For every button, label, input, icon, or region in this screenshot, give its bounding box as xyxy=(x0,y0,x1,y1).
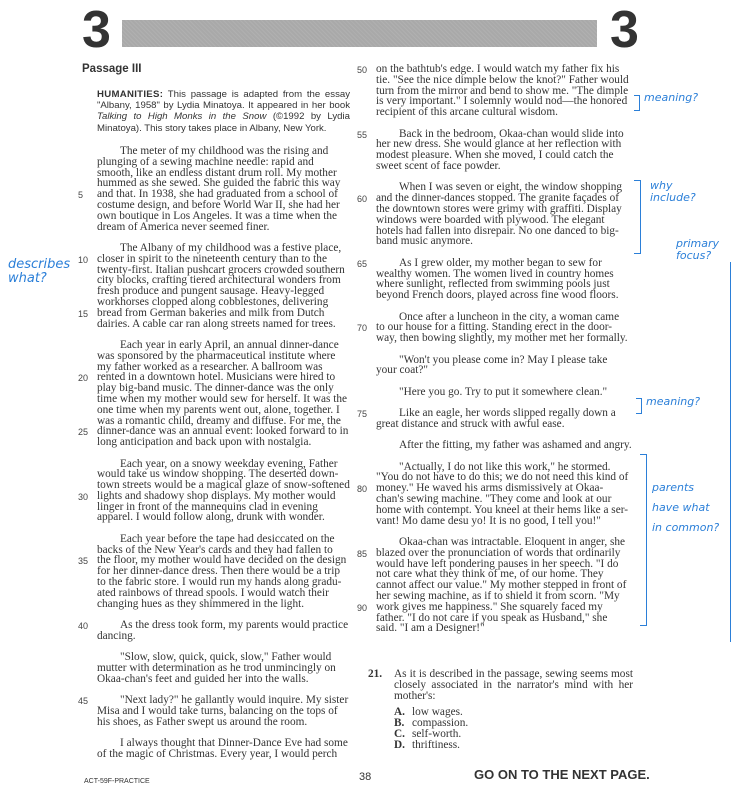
answer-option-a[interactable]: A. low wages. xyxy=(394,706,463,719)
answer-option-c[interactable]: C. self-worth. xyxy=(394,727,462,740)
passage-left-column xyxy=(78,145,350,770)
passage-line: recipient of this arcane cultural wisdom. xyxy=(376,106,558,119)
line-number: 15 xyxy=(78,308,89,319)
passage-line: wealthy women. The women lived in country homes xyxy=(376,267,614,280)
passage-line: her sewing machine, as if to shield it from scorn. "My xyxy=(376,590,620,603)
passage-line: costume design, and before World War II, she had her xyxy=(97,198,340,211)
passage-line: changing hues as they shimmered in the light. xyxy=(97,597,305,610)
handwritten-note-meaning-1: meaning? xyxy=(644,91,699,104)
paragraph xyxy=(78,145,350,233)
passage-line: work gives me happiness." She squarely faced my 90 xyxy=(357,600,603,613)
line-number: 45 xyxy=(78,696,89,707)
passage-line: Each year in early April, an annual dinner-dance xyxy=(120,338,339,351)
line-number: 65 xyxy=(357,258,368,269)
passage-line: the floor, my mother would have decided on the design 35 xyxy=(78,554,347,567)
passage-line: "Actually, I do not like this work," he stormed. xyxy=(399,460,611,473)
paragraph xyxy=(78,338,350,449)
passage-line: bread from German bakeries and milk from Dutch 15 xyxy=(78,306,325,319)
paragraph xyxy=(357,127,633,172)
line-number: 60 xyxy=(357,194,368,205)
handwritten-note-parents: parents have what in common? xyxy=(652,481,720,534)
line-number: 50 xyxy=(357,65,368,75)
passage-line: turn from the mirror and bend to show me. "The dimple xyxy=(376,84,629,97)
passage-line: windows were boarded with plywood. The elegant xyxy=(376,213,605,226)
passage-line: Misa and I would take turns, balancing on the tops of xyxy=(97,705,338,718)
passage-line: time when my mother would sew for herself. It was the xyxy=(97,392,348,405)
passage-line: Back in the bedroom, Okaa-chan would slide into 55 xyxy=(357,127,624,140)
section-number-left: 3 xyxy=(82,1,111,59)
paragraph xyxy=(78,241,350,330)
handwritten-note-why-include: why include? xyxy=(650,179,696,204)
question-21 xyxy=(368,668,633,751)
bracket-meaning-2 xyxy=(636,398,642,414)
passage-line: Once after a luncheon in the city, a woman came xyxy=(399,310,620,323)
passage-line: cannot affect our value." My mother stepped in front of xyxy=(376,579,627,592)
passage-right-column xyxy=(357,63,633,645)
passage-line: home with contempt. You kneel at their hems like a ser- xyxy=(376,503,629,516)
passage-line: where sunlight, reflected from swimming pools just xyxy=(376,278,610,291)
passage-line: I always thought that Dinner-Dance Eve had some xyxy=(120,737,348,750)
passage-line: for her dinner-dance dress. Then there would be a trip xyxy=(97,565,340,578)
line-number: 75 xyxy=(357,409,368,420)
line-number: 90 xyxy=(357,602,368,613)
paragraph xyxy=(78,532,350,610)
intro-text-2: (©1992 by Lydia Minatoya). This story takes place in Albany, New York. xyxy=(97,111,350,134)
passage-line: my father worked as a researcher. A ballroom was xyxy=(97,360,323,373)
passage-line: sweet scent of face powder. xyxy=(376,159,501,172)
passage-line: workhorses clopped along cobblestones, delivering xyxy=(97,295,329,308)
passage-line: The meter of my childhood was the rising and xyxy=(120,145,329,157)
passage-line: of the magic of Christmas. Every year, I would perch xyxy=(97,748,338,760)
next-page-notice: GO ON TO THE NEXT PAGE. xyxy=(474,767,650,782)
paragraph xyxy=(357,181,633,248)
passage-line: money." He waved his arms dismissively at Okaa- 80 xyxy=(357,482,604,495)
line-number: 55 xyxy=(357,129,368,140)
passage-line: not care what they think of me, of our home. They xyxy=(376,568,604,581)
passage-line: The Albany of my childhood was a festive place, xyxy=(120,241,342,254)
form-code: ACT-59F-PRACTICE xyxy=(84,778,150,785)
passage-title: Passage III xyxy=(82,63,142,75)
passage-line: dairies. A cable car ran along streets named for trees. xyxy=(97,317,336,330)
passage-line: dancing. xyxy=(97,629,136,642)
passage-line: "Next lady?" he gallantly would inquire. My sister 45 xyxy=(78,694,349,707)
passage-line: As the dress took form, my parents would practice 40 xyxy=(78,619,349,632)
passage-line: "You do not have to do this; we do not need this kind of xyxy=(376,471,629,484)
line-number: 10 xyxy=(78,254,89,265)
passage-line: Like an eagle, her words slipped regally down a 75 xyxy=(357,407,616,420)
passage-line: mutter with determination as he trod unmincingly on xyxy=(97,662,336,675)
line-number: 20 xyxy=(78,373,89,384)
line-number: 25 xyxy=(78,427,89,438)
bracket-why-include xyxy=(634,180,641,254)
passage-line: dinner-dance was an annual event: looked forward to in 25 xyxy=(78,425,349,438)
passage-line: closer in spirit to the nineteenth century than to the 10 xyxy=(78,252,327,265)
passage-line: Okaa-chan's feet and guided her into the walls. xyxy=(97,672,309,685)
paragraph xyxy=(357,256,633,302)
handwritten-note-describes-what: describes what? xyxy=(8,257,71,286)
passage-line: city blocks, crafting tiered architectural wonders from xyxy=(97,274,341,287)
passage-line: Okaa-chan was intractable. Eloquent in anger, she xyxy=(399,536,626,549)
intro-label: HUMANITIES: xyxy=(97,89,164,100)
passage-line: Each year before the tape had desiccated on the xyxy=(120,532,335,545)
section-number-right: 3 xyxy=(610,1,639,59)
line-number: 80 xyxy=(357,484,368,495)
passage-line: town streets would be a magical glaze of snow-softened xyxy=(97,479,350,492)
paragraph xyxy=(78,694,350,728)
passage-line: modest pleasure. When she moved, I could catch the xyxy=(376,149,614,162)
passage-line: dream of America never seemed finer. xyxy=(97,220,270,233)
passage-line: apparel. I would follow along, drunk with wonder. xyxy=(97,511,325,524)
intro-text-1: This passage is adapted from the essay "Albany, 1958" by Lydia Minatoya. It appeared in her book xyxy=(97,89,350,112)
paragraph xyxy=(97,738,350,760)
passage-line: After the fitting, my father was ashamed and angry. xyxy=(399,439,632,452)
line-number: 40 xyxy=(78,621,89,632)
passage-line: As I grew older, my mother began to sew for 65 xyxy=(357,256,602,269)
passage-line: hotels had fallen into disrepair. No one danced to big- xyxy=(376,224,619,237)
handwritten-note-meaning-2: meaning? xyxy=(646,395,701,408)
passage-intro xyxy=(97,89,350,134)
passage-line: rented in a downtown hotel. Musicians were hired to 20 xyxy=(78,371,336,384)
passage-line: the downtown stores were grimy with graffiti. Display xyxy=(376,202,622,215)
paragraph xyxy=(357,536,633,635)
paragraph xyxy=(357,460,633,527)
passage-line: "Here you go. Try to put it somewhere clean." xyxy=(399,385,608,398)
passage-line: long anticipation and back upon with nostalgia. xyxy=(97,436,312,449)
passage-line: is very important." I solemnly would nod—the honored xyxy=(376,95,628,108)
paragraph xyxy=(357,63,633,119)
bracket-meaning-1 xyxy=(634,95,640,111)
question-number: 21. xyxy=(368,668,383,680)
passage-line: Each year, on a snowy weekday evening, Father xyxy=(120,457,338,470)
passage-line: vant! Mo dame desu yo! It is no good, I tell you!" xyxy=(376,514,601,527)
passage-line: twenty-first. Italian pushcart grocers crowded southern xyxy=(97,263,345,276)
passage-line: tie. "See the nice dimple below the knot?" Father would xyxy=(376,73,629,86)
line-number: 35 xyxy=(78,556,89,567)
intro-book-title: Talking to High Monks in the Snow xyxy=(97,111,267,123)
line-number: 30 xyxy=(78,491,89,502)
paragraph xyxy=(376,387,633,398)
passage-line: to the fabric store. I would run my hands along gradu- xyxy=(97,576,342,589)
passage-line: said. "I am a Designer!" xyxy=(376,622,485,635)
passage-line: band music anymore. xyxy=(376,235,473,248)
passage-line: "Slow, slow, quick, quick, slow," Father would xyxy=(120,651,332,664)
passage-line: own boutique in Los Angeles. It was a time when the xyxy=(97,209,338,222)
section-header-bar xyxy=(122,20,597,47)
answer-options xyxy=(376,707,633,750)
passage-line: chan's sewing machine. "They come and look at our xyxy=(376,493,612,506)
passage-line: and that. In 1938, she had graduated from a school of 5 xyxy=(78,188,338,201)
passage-line: ated rainbows of thread spools. I would watch their xyxy=(97,586,329,599)
passage-line: smooth, like an endless distant drum roll. My mother xyxy=(97,166,337,179)
passage-line: When I was seven or eight, the window shopping xyxy=(399,181,623,194)
passage-line: hummed as she sewed. She guided the fabric this way xyxy=(97,177,341,190)
passage-line: backs of the New Year's cards and they had fallen to xyxy=(97,543,333,556)
line-number: 85 xyxy=(357,548,368,559)
passage-line: fresh produce and pungent sausage. Heavy-legged xyxy=(97,285,325,298)
passage-line: would take us window shopping. The deserted down- xyxy=(97,468,339,481)
paragraph xyxy=(97,652,350,684)
handwritten-note-primary-focus: primary focus? xyxy=(676,237,720,262)
passage-line: her new dress. She would glance at her reflection with xyxy=(376,138,622,151)
paragraph xyxy=(376,355,633,377)
paragraph xyxy=(78,619,350,642)
passage-line: was sponsored by the pharmaceutical institute where xyxy=(97,349,336,362)
passage-line: was a romantic child, dreamy and diffuse. For me, the xyxy=(97,414,341,427)
passage-line: plunging of a sewing machine needle: rapid and xyxy=(97,155,314,168)
passage-line: his shoes, as Father swept us around the room. xyxy=(97,715,308,728)
passage-line: linger in front of the mannequins clad in evening xyxy=(97,500,318,513)
line-number: 5 xyxy=(78,190,84,201)
paragraph xyxy=(357,310,633,345)
passage-line: father. "I do not care if you speak as Husband," she xyxy=(376,611,608,624)
page-number: 38 xyxy=(359,771,372,783)
passage-line: beyond French doors, played across fine wood floors. xyxy=(376,289,619,302)
passage-line: lights and shadowy shop displays. My mother would 30 xyxy=(78,489,336,502)
paragraph xyxy=(376,440,633,451)
paragraph xyxy=(78,457,350,524)
passage-line: play big-band music. The dinner-dance was the only xyxy=(97,382,334,395)
passage-line: way, then bowing slightly, my mother met her formally. xyxy=(376,332,628,345)
passage-line: blazed over the pronunciation of words that ordinarily 85 xyxy=(357,546,621,559)
paragraph xyxy=(357,407,633,430)
passage-line: and the dinner-dances stopped. The granite façades of 60 xyxy=(357,192,619,205)
passage-line: to our house for a fitting. Standing erect in the door- 70 xyxy=(357,321,613,334)
passage-line: "Won't you please come in? May I please take xyxy=(399,353,608,366)
passage-line: one time when my parents went out, alone, together. I xyxy=(97,403,340,416)
line-number: 70 xyxy=(357,323,368,334)
answer-option-b[interactable]: B. compassion. xyxy=(394,717,469,730)
passage-line: on the bathtub's edge. I would watch my father fix his 50 xyxy=(357,63,620,75)
answer-option-d[interactable]: D. thriftiness. xyxy=(394,738,461,751)
bracket-parents xyxy=(640,454,647,626)
bracket-primary-focus xyxy=(727,262,731,642)
passage-line: would have left pondering pauses in her speech. "I do xyxy=(376,557,619,570)
passage-line: your coat?" xyxy=(376,364,428,377)
question-stem: As it is described in the passage, sewing seems most closely associated in the narrator's mind with her mother's: xyxy=(394,668,633,702)
passage-line: great distance and struck with awful ease. xyxy=(376,417,565,430)
